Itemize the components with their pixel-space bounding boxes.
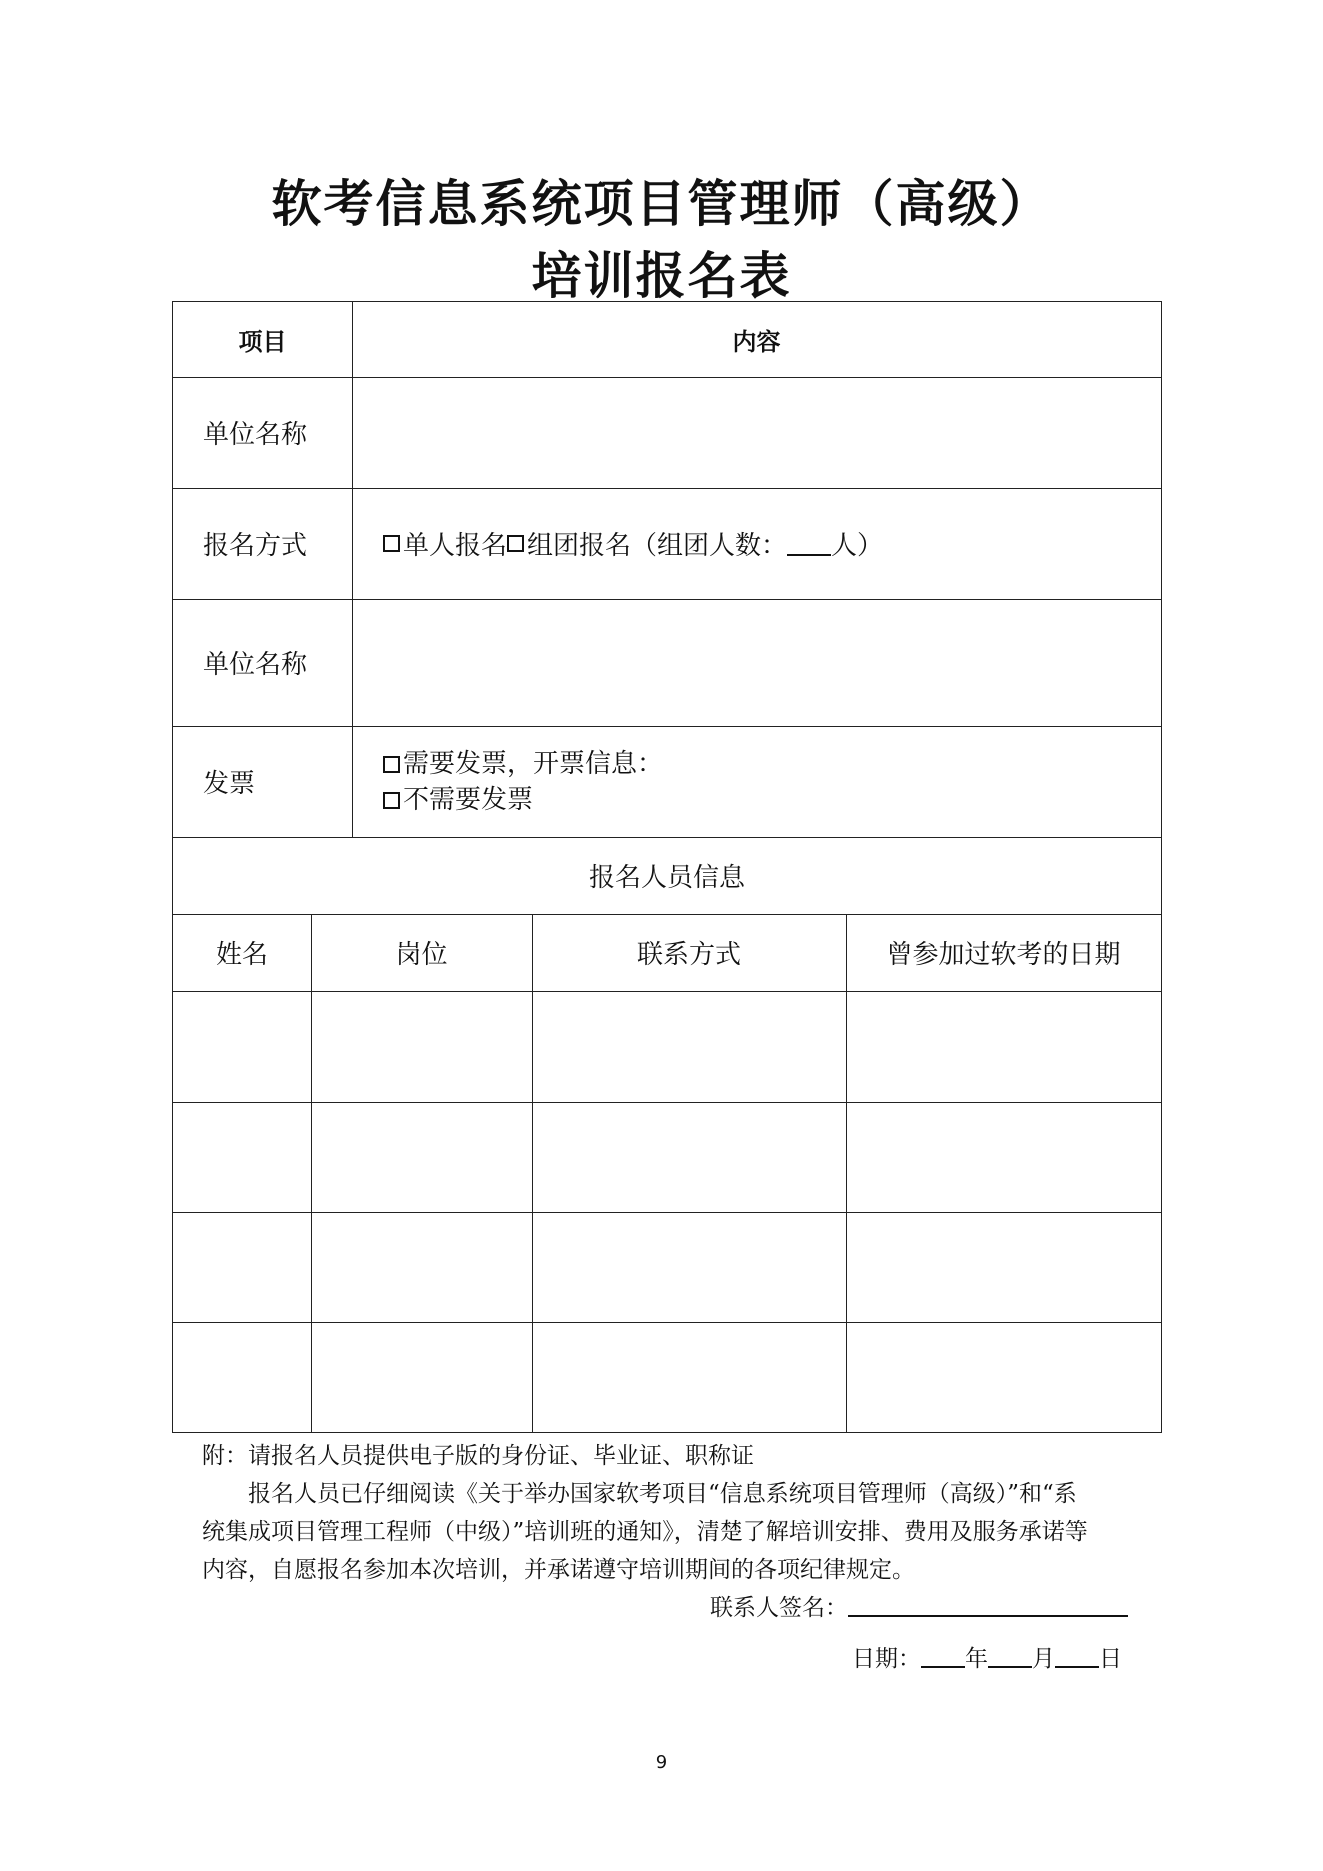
month-field[interactable]	[988, 1644, 1032, 1668]
attendee-col-name: 姓名	[215, 940, 268, 970]
column-header-content: 内容	[732, 328, 781, 356]
date-line	[852, 1640, 1122, 1678]
month-label: 月	[1032, 1646, 1055, 1672]
label-invoice: 发票	[203, 769, 256, 799]
no-invoice-label: 不需要发票	[403, 784, 534, 815]
attachment-note: 附：请报名人员提供电子版的身份证、毕业证、职称证	[202, 1443, 754, 1469]
contact-signature-field[interactable]	[848, 1593, 1128, 1617]
registration-table	[172, 301, 1162, 1433]
group-signup-label: 组团报名（组团人数：	[527, 531, 788, 561]
attendee-col-exam-date: 曾参加过软考的日期	[886, 940, 1121, 970]
signup-method-options	[383, 488, 1153, 599]
group-signup-label-end: 人）	[831, 531, 884, 561]
date-label: 日期：	[852, 1646, 921, 1672]
attendee-row[interactable]	[173, 1322, 1161, 1432]
column-header-item: 项目	[238, 328, 287, 356]
year-label: 年	[965, 1646, 988, 1672]
section-title-attendees: 报名人员信息	[588, 863, 745, 893]
label-signup-method: 报名方式	[203, 531, 308, 561]
need-invoice-checkbox[interactable]	[383, 756, 400, 773]
single-signup-label: 单人报名	[403, 531, 508, 561]
contact-signature	[710, 1589, 1128, 1627]
declaration-line-1: 报名人员已仔细阅读《关于举办国家软考项目“信息系统项目管理师（高级）”和“系	[248, 1481, 1077, 1507]
year-field[interactable]	[921, 1644, 965, 1668]
attendee-col-position: 岗位	[395, 940, 448, 970]
label-unit-name-2: 单位名称	[203, 650, 308, 680]
unit-name-1-field[interactable]	[352, 377, 1161, 488]
form-title-line1: 软考信息系统项目管理师（高级）	[271, 175, 1052, 233]
group-signup-checkbox[interactable]	[507, 535, 524, 552]
page-number: 9	[655, 1752, 668, 1773]
group-size-field[interactable]	[787, 532, 831, 556]
attendee-col-contact: 联系方式	[636, 940, 741, 970]
contact-signature-label: 联系人签名：	[710, 1595, 848, 1621]
invoice-options	[383, 726, 1153, 837]
unit-name-2-field[interactable]	[352, 599, 1161, 726]
no-invoice-checkbox[interactable]	[383, 792, 400, 809]
need-invoice-label: 需要发票，开票信息：	[403, 748, 664, 779]
day-field[interactable]	[1055, 1644, 1099, 1668]
attendee-row[interactable]	[173, 991, 1161, 1102]
single-signup-checkbox[interactable]	[383, 535, 400, 552]
day-label: 日	[1099, 1646, 1122, 1672]
form-title-line2: 培训报名表	[531, 247, 792, 305]
label-unit-name-1: 单位名称	[203, 420, 308, 450]
attendee-row[interactable]	[173, 1212, 1161, 1322]
declaration-line-3: 内容，自愿报名参加本次培训，并承诺遵守培训期间的各项纪律规定。	[202, 1557, 915, 1583]
declaration-line-2: 统集成项目管理工程师（中级）”培训班的通知》，清楚了解培训安排、费用及服务承诺等	[202, 1519, 1088, 1545]
attendee-row[interactable]	[173, 1102, 1161, 1212]
